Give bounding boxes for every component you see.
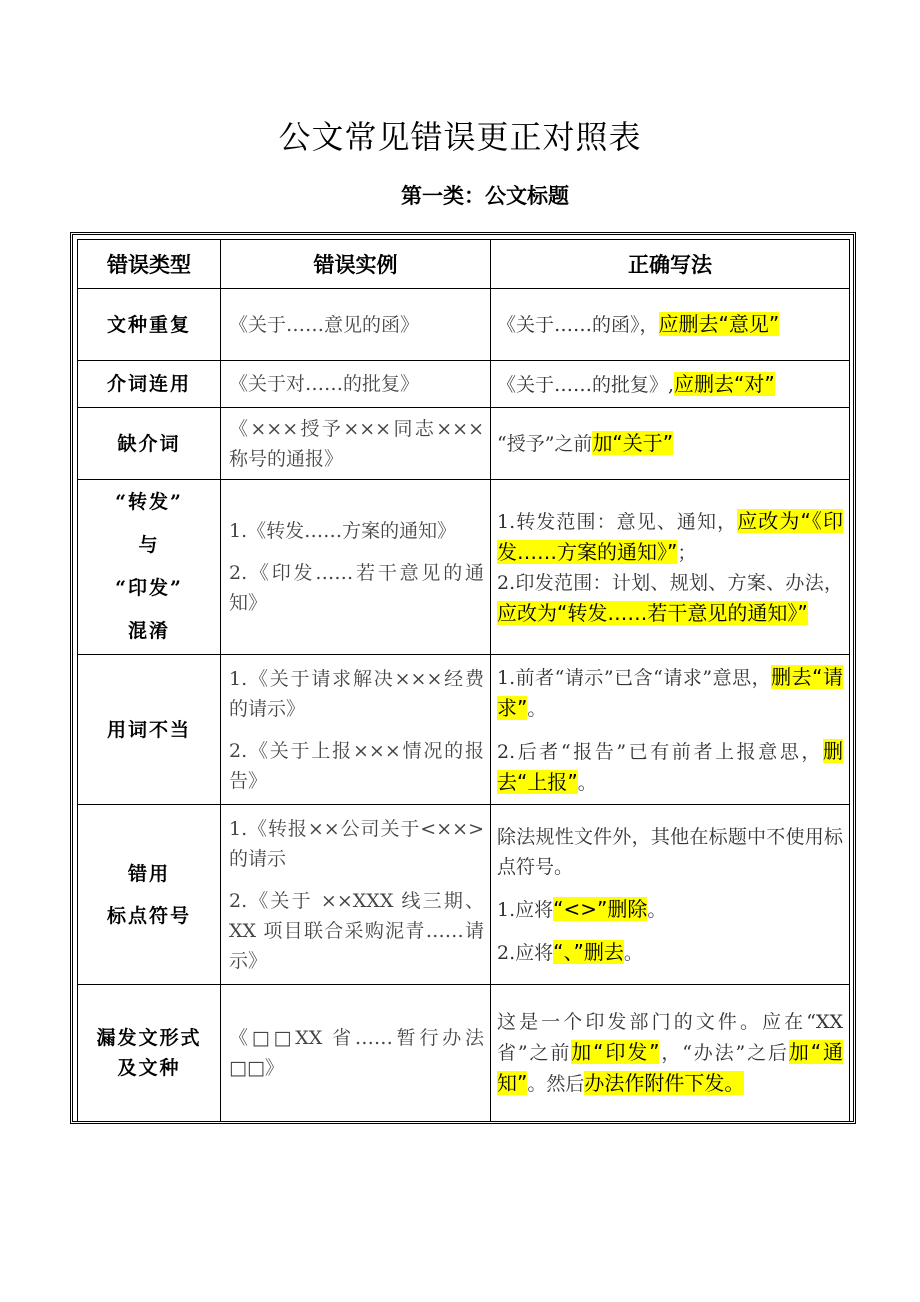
- correction-text: 《关于……的批复》,: [497, 373, 675, 396]
- error-example-cell: [221, 655, 491, 805]
- correction-text: 。: [623, 941, 643, 964]
- header-error-type: 错误类型: [78, 240, 221, 289]
- correction-cell: [491, 408, 850, 480]
- error-type-cell: [78, 805, 221, 985]
- table-row: [78, 289, 850, 361]
- error-type-label: 漏发文形式: [96, 1027, 202, 1049]
- error-type-label: 错用: [127, 862, 170, 885]
- error-example-text: 《关于对……的批复》: [229, 373, 420, 395]
- correction-text: 这是一个印发部门的文件。应在“XX 省”之前: [497, 1011, 843, 1064]
- error-example-text: 2.《印发……若干意见的通知》: [229, 562, 484, 614]
- correction-highlight: 应改为“《印发……方案的通知》”: [497, 508, 843, 564]
- correction-text: 2.后者“报告”已有前者上报意思，: [497, 740, 823, 763]
- correction-highlight: 加“关于”: [592, 431, 674, 455]
- error-type-label: 混淆: [127, 620, 170, 642]
- correction-text: 《关于……的函》，: [497, 314, 659, 336]
- table-row: [78, 361, 850, 408]
- error-type-cell: [78, 480, 221, 655]
- correction-highlight: 加“印发”: [571, 1040, 660, 1064]
- correction-highlight: 删去“请求”: [497, 664, 843, 720]
- error-type-label: 文种重复: [106, 313, 191, 336]
- error-type-label: 缺介词: [117, 432, 181, 455]
- correction-text: 。: [647, 898, 667, 921]
- correction-text: 。: [527, 697, 547, 720]
- error-example-text: 《□□XX 省……暂行办法□□》: [229, 1027, 484, 1079]
- header-error-example: 错误实例: [221, 240, 491, 289]
- correction-cell: [491, 480, 850, 655]
- error-type-label: 用词不当: [106, 718, 191, 741]
- error-type-label: 与: [138, 534, 160, 556]
- table-row: [78, 480, 850, 655]
- correction-text: 1.前者“请示”已含“请求”意思，: [497, 666, 772, 689]
- error-example-cell: [221, 480, 491, 655]
- error-example-text: 2.《关于 ××XXX 线三期、XX 项目联合采购泥青……请示》: [229, 889, 484, 972]
- correction-table: [77, 239, 850, 1122]
- correction-text: 2.印发范围：计划、规划、方案、办法，: [497, 571, 843, 594]
- error-example-cell: [221, 985, 491, 1122]
- table-row: [78, 655, 850, 805]
- correction-text: ；: [677, 541, 697, 564]
- correction-highlight: 应改为“转发……若干意见的通知》”: [497, 600, 808, 625]
- correction-text: 除法规性文件外，其他在标题中不使用标点符号。: [497, 825, 843, 878]
- correction-cell: [491, 985, 850, 1122]
- correction-cell: [491, 655, 850, 805]
- error-type-label: “转发”: [115, 491, 183, 513]
- error-example-text: 1.《转发……方案的通知》: [229, 520, 457, 542]
- table-row: [78, 408, 850, 480]
- error-type-cell: [78, 361, 221, 408]
- error-type-label: “印发”: [115, 577, 183, 599]
- correction-highlight: 删去“上报”: [497, 738, 843, 794]
- correction-text: 2.应将: [497, 941, 554, 964]
- correction-text: “授予”之前: [497, 433, 593, 455]
- error-type-label: 及文种: [117, 1057, 181, 1079]
- correction-cell: [491, 289, 850, 361]
- correction-highlight: 加“通知”: [497, 1040, 843, 1095]
- error-type-cell: [78, 289, 221, 361]
- table-row: [78, 805, 850, 985]
- error-type-label: 标点符号: [106, 904, 191, 927]
- error-example-text: 《×××授予×××同志×××称号的通报》: [229, 417, 484, 470]
- correction-text: 1.转发范围：意见、通知，: [497, 510, 738, 533]
- table-row: [78, 985, 850, 1122]
- error-type-cell: [78, 408, 221, 480]
- correction-highlight: “、”删去: [553, 939, 624, 964]
- error-example-cell: [221, 408, 491, 480]
- section-subtitle: 第一类：公文标题: [401, 184, 569, 208]
- correction-highlight: 应删去“意见”: [658, 312, 780, 336]
- error-example-cell: [221, 361, 491, 408]
- document-title: 公文常见错误更正对照表: [278, 118, 642, 156]
- correction-highlight: “<>”删除: [553, 896, 648, 921]
- correction-highlight: 办法作附件下发。: [584, 1071, 745, 1095]
- error-type-cell: [78, 655, 221, 805]
- correction-highlight: 应删去“对”: [674, 371, 775, 396]
- error-type-label: 介词连用: [106, 373, 191, 395]
- correction-table-frame: [70, 232, 856, 1124]
- header-row: [78, 240, 850, 289]
- correction-text: ，“办法”之后: [659, 1042, 789, 1064]
- error-example-text: 2.《关于上报×××情况的报告》: [229, 739, 484, 792]
- correction-cell: [491, 361, 850, 408]
- correction-text: 。: [577, 771, 597, 794]
- error-example-text: 1.《关于请求解决×××经费的请示》: [229, 667, 484, 720]
- error-example-cell: [221, 289, 491, 361]
- header-correct-form: 正确写法: [491, 240, 850, 289]
- correction-cell: [491, 805, 850, 985]
- error-type-cell: [78, 985, 221, 1122]
- error-example-cell: [221, 805, 491, 985]
- correction-text: 。然后: [527, 1073, 585, 1095]
- error-example-text: 《关于……意见的函》: [229, 313, 420, 336]
- error-example-text: 1.《转报××公司关于<××>的请示: [229, 817, 484, 870]
- correction-text: 1.应将: [497, 898, 554, 921]
